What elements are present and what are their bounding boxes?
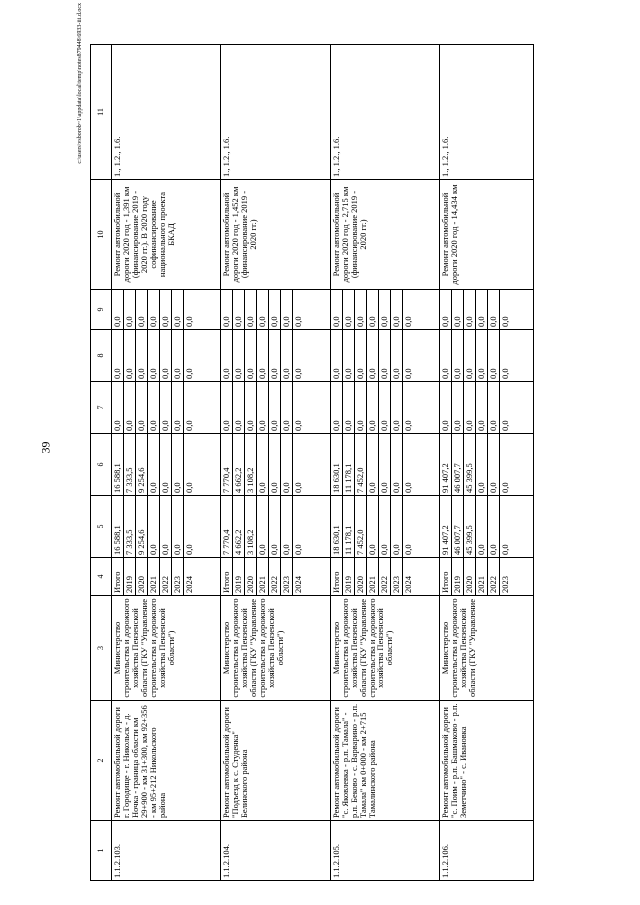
column-header: 1 (91, 821, 112, 881)
value-c6: 18 630,1 (331, 434, 343, 495)
rotated-table-frame (90, 45, 534, 881)
value-c6: 0,0 (379, 434, 391, 495)
value-c7: 0,0 (476, 382, 488, 433)
value-c7: 0,0 (221, 382, 233, 433)
column-header: 2 (91, 701, 112, 821)
value-c7: 0,0 (257, 382, 269, 433)
value-c5: 7 333,5 (124, 496, 136, 557)
value-c8: 0,0 (269, 330, 281, 381)
value-c9: 0,0 (464, 290, 476, 329)
value-years: Итого (331, 558, 343, 595)
cell-result: Ремонт автомобильной дороги 2020 год - 14,434 км (440, 180, 534, 290)
value-c7: 0,0 (331, 382, 343, 433)
value-c9: 0,0 (452, 290, 464, 329)
value-c9: 0,0 (172, 290, 184, 329)
table-row (330, 45, 439, 881)
cell-code: 1.1.2.103. (112, 821, 221, 881)
cell-c8 (330, 330, 439, 382)
column-header: 8 (91, 330, 112, 382)
value-c7: 0,0 (355, 382, 367, 433)
value-c6: 7 770,4 (221, 434, 233, 495)
value-years: 2020 (136, 558, 148, 595)
column-header: 5 (91, 496, 112, 558)
value-c6: 0,0 (391, 434, 403, 495)
value-c5: 45 399,5 (464, 496, 476, 557)
value-c8: 0,0 (184, 368, 194, 379)
cell-links: 1., 1.2., 1.6. (112, 45, 221, 180)
cell-links: 1., 1.2., 1.6. (330, 45, 439, 180)
value-c9: 0,0 (148, 290, 160, 329)
value-c7: 0,0 (402, 420, 413, 431)
value-years: 2022 (379, 558, 391, 595)
value-c6: 46 007,7 (452, 434, 464, 495)
value-c8: 0,0 (112, 330, 124, 381)
value-c8: 0,0 (331, 330, 343, 381)
value-years: 2019 (452, 558, 464, 595)
value-c6: 91 407,2 (440, 434, 452, 495)
value-c8: 0,0 (172, 330, 184, 381)
value-c8: 0,0 (500, 368, 511, 379)
table-row (112, 45, 221, 881)
value-c8: 0,0 (464, 330, 476, 381)
cell-c5 (112, 496, 221, 558)
cell-c9 (221, 290, 330, 330)
column-header: 6 (91, 434, 112, 496)
value-c5: 3 108,2 (245, 496, 257, 557)
value-c7: 0,0 (293, 420, 304, 431)
value-c8: 0,0 (257, 330, 269, 381)
cell-name: Ремонт автомобильной дороги "Подъезд к с. Студенка" Белинского района (221, 701, 330, 821)
value-years: 2020 (355, 558, 367, 595)
value-c9: 0,0 (293, 316, 304, 327)
cell-name: Ремонт автомобильной дороги г. Городище - г. Никольск - д. Ночка - граница области км 29+900 - км 31+300, км 92+356 - км 95+212 Никольского района (112, 701, 221, 821)
cell-years (440, 558, 534, 596)
value-years: 2023 (391, 558, 403, 595)
value-c8: 0,0 (124, 330, 136, 381)
value-c8: 0,0 (160, 330, 172, 381)
value-years: 2023 (281, 558, 293, 595)
value-c9: 0,0 (257, 290, 269, 329)
value-c8: 0,0 (476, 330, 488, 381)
value-c9: 0,0 (331, 290, 343, 329)
cell-years (221, 558, 330, 596)
cell-c5 (330, 496, 439, 558)
value-c5: 91 407,2 (440, 496, 452, 557)
value-c8: 0,0 (440, 330, 452, 381)
value-c6: 9 254,6 (136, 434, 148, 495)
value-c5: 7 452,0 (355, 496, 367, 557)
value-c6: 0,0 (257, 434, 269, 495)
cell-c6 (221, 434, 330, 496)
value-c6: 0,0 (402, 482, 413, 493)
footer-path: c:\users\vsborob~1\appdata\local\temp\notes879448\6933-iii.d.ocx (77, 3, 83, 164)
value-c7: 0,0 (245, 382, 257, 433)
value-c9: 0,0 (136, 290, 148, 329)
value-c9: 0,0 (233, 290, 245, 329)
value-c9: 0,0 (245, 290, 257, 329)
value-c8: 0,0 (391, 330, 403, 381)
value-c9: 0,0 (112, 290, 124, 329)
value-c9: 0,0 (476, 290, 488, 329)
value-years: Итого (112, 558, 124, 595)
cell-code: 1.1.2.105. (330, 821, 439, 881)
value-years: 2020 (464, 558, 476, 595)
value-c6: 45 399,5 (464, 434, 476, 495)
cell-code: 1.1.2.106. (440, 821, 534, 881)
value-c8: 0,0 (343, 330, 355, 381)
value-c5: 0,0 (500, 544, 511, 555)
value-c8: 0,0 (245, 330, 257, 381)
value-c5: 0,0 (148, 496, 160, 557)
value-c8: 0,0 (136, 330, 148, 381)
table-row (221, 45, 330, 881)
value-c6: 0,0 (281, 434, 293, 495)
value-c8: 0,0 (355, 330, 367, 381)
cell-c8 (112, 330, 221, 382)
value-c7: 0,0 (124, 382, 136, 433)
value-c9: 0,0 (281, 290, 293, 329)
value-c9: 0,0 (184, 316, 194, 327)
column-header: 3 (91, 596, 112, 701)
value-c5: 18 630,1 (331, 496, 343, 557)
value-years: 2024 (402, 576, 413, 593)
cell-name: Ремонт автомобильной дороги "с. Поим - р.п. Башмаково - р.п. Земетчино" - с. Ивановка (440, 701, 534, 821)
value-c5: 0,0 (379, 496, 391, 557)
value-c5: 0,0 (160, 496, 172, 557)
cell-years (330, 558, 439, 596)
cell-links: 1., 1.2., 1.6. (440, 45, 534, 180)
value-years: 2021 (257, 558, 269, 595)
cell-name: Ремонт автомобильной дороги "с. Яковлевка - р.п. Тамала" - р.п. Беково - с. Варварино - р.п. Тамала" км 0+000 - км 2+715 Тамалинского района (330, 701, 439, 821)
value-c9: 0,0 (440, 290, 452, 329)
value-years: 2019 (233, 558, 245, 595)
value-c8: 0,0 (379, 330, 391, 381)
cell-c7 (330, 382, 439, 434)
cell-executor: Министерство строительства и дорожного хозяйства Пензенской области (ГКУ "Управление строительства и дорожного хозяйства Пензенской области") (221, 596, 330, 701)
value-years: 2023 (500, 576, 511, 593)
value-c6: 3 108,2 (245, 434, 257, 495)
value-c5: 0,0 (269, 496, 281, 557)
value-years: Итого (440, 558, 452, 595)
cell-result: Ремонт автомобильной дороги 2020 год - 1,452 км (финансирование 2019 - 2020 гг.) (221, 180, 330, 290)
value-c5: 16 588,1 (112, 496, 124, 557)
table-wrapper (90, 45, 640, 878)
value-c6: 16 588,1 (112, 434, 124, 495)
value-c6: 7 452,0 (355, 434, 367, 495)
value-c5: 0,0 (391, 496, 403, 557)
value-c7: 0,0 (343, 382, 355, 433)
value-c8: 0,0 (148, 330, 160, 381)
value-years: 2022 (488, 558, 500, 595)
column-header: 11 (91, 45, 112, 180)
value-c9: 0,0 (391, 290, 403, 329)
value-c5: 0,0 (172, 496, 184, 557)
value-c9: 0,0 (355, 290, 367, 329)
value-c5: 11 178,1 (343, 496, 355, 557)
value-c6: 7 333,5 (124, 434, 136, 495)
value-c5: 0,0 (281, 496, 293, 557)
value-c7: 0,0 (500, 420, 511, 431)
value-c7: 0,0 (379, 382, 391, 433)
cell-c5 (221, 496, 330, 558)
column-header: 7 (91, 382, 112, 434)
value-c7: 0,0 (112, 382, 124, 433)
value-years: 2023 (172, 558, 184, 595)
value-c7: 0,0 (452, 382, 464, 433)
value-c6: 0,0 (500, 482, 511, 493)
value-c9: 0,0 (269, 290, 281, 329)
cell-c8 (221, 330, 330, 382)
cell-c6 (112, 434, 221, 496)
value-c9: 0,0 (160, 290, 172, 329)
value-c5: 46 007,7 (452, 496, 464, 557)
value-c7: 0,0 (233, 382, 245, 433)
value-c5: 0,0 (488, 496, 500, 557)
value-c7: 0,0 (184, 420, 194, 431)
table-row (440, 45, 534, 881)
value-c9: 0,0 (379, 290, 391, 329)
cell-c8 (440, 330, 534, 382)
value-years: 2022 (269, 558, 281, 595)
value-c9: 0,0 (402, 316, 413, 327)
cell-c5 (440, 496, 534, 558)
cell-c7 (221, 382, 330, 434)
value-c7: 0,0 (136, 382, 148, 433)
value-c9: 0,0 (500, 316, 511, 327)
cell-links: 1., 1.2., 1.6. (221, 45, 330, 180)
value-years: 2019 (124, 558, 136, 595)
value-years: 2022 (160, 558, 172, 595)
value-years: 2020 (245, 558, 257, 595)
value-c8: 0,0 (402, 368, 413, 379)
cell-code: 1.1.2.104. (221, 821, 330, 881)
cell-result: Ремонт автомобильной дороги 2020 год - 1,391 км (финансирование 2019 - 2020 гг.). В 2020 году софинансирование национального проекта БКАД (112, 180, 221, 290)
column-header: 9 (91, 290, 112, 330)
value-c6: 0,0 (184, 482, 194, 493)
value-c7: 0,0 (160, 382, 172, 433)
value-c5: 0,0 (184, 544, 194, 555)
cell-c9 (330, 290, 439, 330)
value-c7: 0,0 (148, 382, 160, 433)
value-years: 2019 (343, 558, 355, 595)
value-years: 2024 (184, 576, 194, 593)
value-c9: 0,0 (488, 290, 500, 329)
cell-executor: Министерство строительства и дорожного хозяйства Пензенской области (ГКУ "Управление (440, 596, 534, 701)
value-c8: 0,0 (233, 330, 245, 381)
cell-c9 (440, 290, 534, 330)
header-row (91, 45, 112, 881)
value-c5: 9 254,6 (136, 496, 148, 557)
value-c9: 0,0 (367, 290, 379, 329)
value-c6: 0,0 (476, 434, 488, 495)
value-c8: 0,0 (281, 330, 293, 381)
value-c6: 0,0 (488, 434, 500, 495)
value-c9: 0,0 (221, 290, 233, 329)
value-c6: 0,0 (160, 434, 172, 495)
cell-result: Ремонт автомобильной дороги 2020 год - 2,715 км (финансирование 2019 - 2020 гг.) (330, 180, 439, 290)
value-c7: 0,0 (391, 382, 403, 433)
value-c7: 0,0 (488, 382, 500, 433)
value-c6: 0,0 (269, 434, 281, 495)
cell-c6 (330, 434, 439, 496)
value-c8: 0,0 (367, 330, 379, 381)
value-c5: 0,0 (257, 496, 269, 557)
value-years: 2024 (293, 576, 304, 593)
value-c6: 0,0 (172, 434, 184, 495)
column-header: 4 (91, 558, 112, 596)
value-c5: 0,0 (293, 544, 304, 555)
table-body (112, 45, 534, 881)
value-c9: 0,0 (343, 290, 355, 329)
value-c9: 0,0 (124, 290, 136, 329)
column-header: 10 (91, 180, 112, 290)
cell-executor: Министерство строительства и дорожного хозяйства Пензенской области (ГКУ "Управление строительства и дорожного хозяйства Пензенской области") (330, 596, 439, 701)
value-c5: 4 662,2 (233, 496, 245, 557)
cell-years (112, 558, 221, 596)
cell-executor: Министерство строительства и дорожного хозяйства Пензенской области (ГКУ "Управление строительства и дорожного хозяйства Пензенской области") (112, 596, 221, 701)
value-c6: 11 178,1 (343, 434, 355, 495)
program-table (90, 44, 534, 881)
value-years: 2021 (476, 558, 488, 595)
cell-c7 (440, 382, 534, 434)
cell-c7 (112, 382, 221, 434)
value-c5: 7 770,4 (221, 496, 233, 557)
value-years: Итого (221, 558, 233, 595)
value-c7: 0,0 (440, 382, 452, 433)
value-years: 2021 (148, 558, 160, 595)
cell-c6 (440, 434, 534, 496)
page-number: 39 (38, 441, 53, 454)
value-c5: 0,0 (367, 496, 379, 557)
value-c6: 0,0 (293, 482, 304, 493)
value-c5: 0,0 (402, 544, 413, 555)
value-c8: 0,0 (293, 368, 304, 379)
value-c8: 0,0 (221, 330, 233, 381)
value-c6: 0,0 (148, 434, 160, 495)
value-c5: 0,0 (476, 496, 488, 557)
value-c8: 0,0 (452, 330, 464, 381)
value-c7: 0,0 (464, 382, 476, 433)
value-years: 2021 (367, 558, 379, 595)
value-c6: 0,0 (367, 434, 379, 495)
value-c7: 0,0 (269, 382, 281, 433)
value-c7: 0,0 (367, 382, 379, 433)
value-c7: 0,0 (281, 382, 293, 433)
value-c8: 0,0 (488, 330, 500, 381)
value-c7: 0,0 (172, 382, 184, 433)
value-c6: 4 662,2 (233, 434, 245, 495)
cell-c9 (112, 290, 221, 330)
